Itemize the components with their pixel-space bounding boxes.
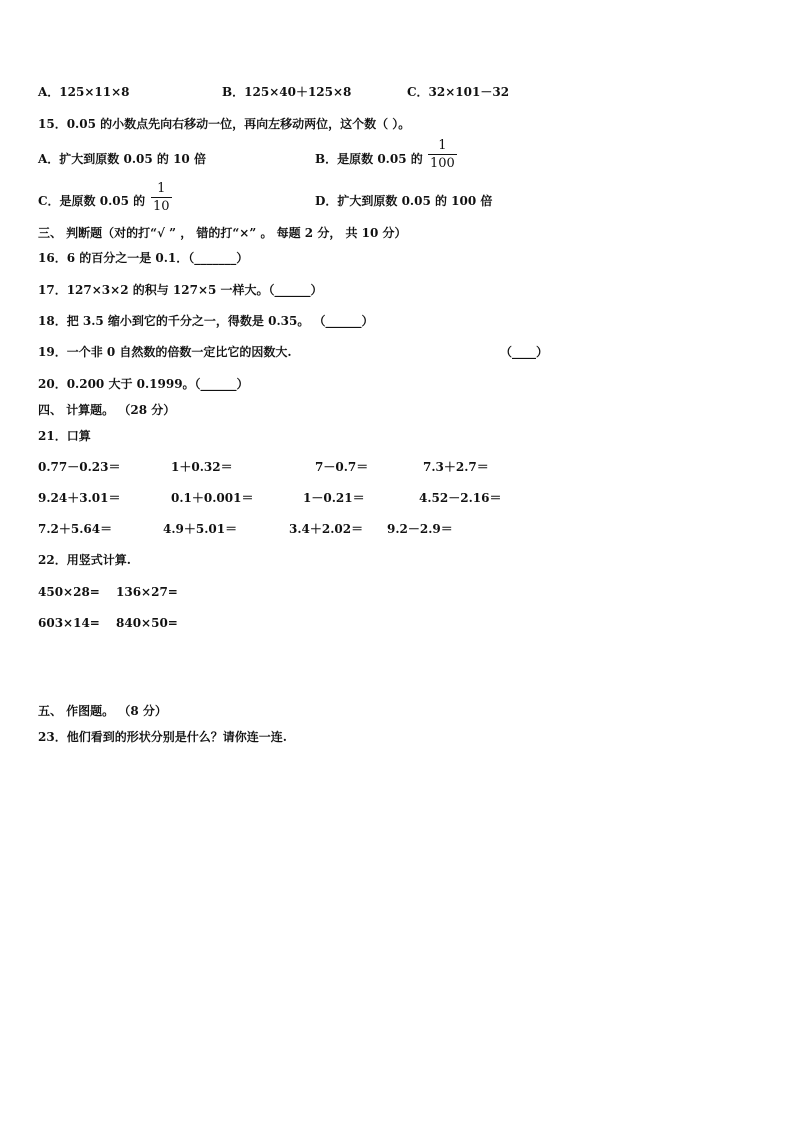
mental-calc-item: 0.1＋0.001＝	[171, 491, 254, 505]
fraction-denominator: 10	[153, 199, 170, 214]
q15-option-d: D．扩大到原数 0.05 的 100 倍	[315, 194, 493, 208]
q15-option-b-fraction	[428, 138, 457, 171]
vertical-calc-item: 603×14=	[38, 616, 100, 630]
mental-calc-item: 9.24＋3.01＝	[38, 491, 121, 505]
q15-option-c: C．是原数 0.05 的	[38, 194, 146, 208]
section4-title: 四、 计算题。 （28 分）	[38, 403, 176, 417]
fraction-bar	[428, 154, 457, 155]
vertical-calc-item: 136×27=	[116, 585, 178, 599]
mental-calc-item: 7.3＋2.7＝	[423, 460, 489, 474]
q19: 19．一个非 0 自然数的倍数一定比它的因数大.	[38, 345, 292, 359]
q21-title: 21．口算	[38, 429, 91, 443]
q14-option-a: A．125×11×8	[38, 85, 130, 99]
q18: 18．把 3.5 缩小到它的千分之一，得数是 0.35。 （______）	[38, 314, 374, 328]
fraction-numerator: 1	[438, 138, 447, 153]
mental-calc-item: 0.77－0.23＝	[38, 460, 121, 474]
mental-calc-item: 1－0.21＝	[303, 491, 365, 505]
section5-title: 五、 作图题。 （8 分）	[38, 704, 167, 718]
q16: 16．6 的百分之一是 0.1．（_______）	[38, 251, 249, 265]
fraction-numerator: 1	[157, 181, 166, 196]
q17: 17．127×3×2 的积与 127×5 一样大。（______）	[38, 283, 323, 297]
mental-calc-item: 4.9＋5.01＝	[163, 522, 238, 536]
mental-calc-item: 3.4＋2.02＝	[289, 522, 364, 536]
q15-option-b: B．是原数 0.05 的	[315, 152, 423, 166]
mental-calc-item: 9.2－2.9＝	[387, 522, 453, 536]
q22-title: 22．用竖式计算.	[38, 553, 131, 567]
q20: 20．0.200 大于 0.1999。（______）	[38, 377, 249, 391]
mental-calc-item: 7－0.7＝	[315, 460, 369, 474]
vertical-calc-item: 450×28=	[38, 585, 100, 599]
q15-option-c-fraction	[151, 181, 172, 214]
q14-option-c: C．32×101－32	[407, 85, 510, 99]
mental-calc-item: 1＋0.32＝	[171, 460, 233, 474]
section3-title: 三、 判断题（对的打“√ ” ， 错的打“×” 。 每题 2 分， 共 10 分）	[38, 226, 407, 240]
fraction-bar	[151, 197, 172, 198]
q14-option-b: B．125×40＋125×8	[222, 85, 352, 99]
vertical-calc-item: 840×50=	[116, 616, 178, 630]
q19-answer-blank: （____）	[500, 345, 549, 359]
mental-calc-item: 4.52－2.16＝	[419, 491, 502, 505]
q15-option-a: A．扩大到原数 0.05 的 10 倍	[38, 152, 206, 166]
mental-calc-item: 7.2＋5.64＝	[38, 522, 113, 536]
fraction-denominator: 100	[430, 156, 455, 171]
q23: 23．他们看到的形状分别是什么？请你连一连.	[38, 730, 287, 744]
q15-stem: 15．0.05 的小数点先向右移动一位，再向左移动两位，这个数（ ）。	[38, 117, 411, 131]
